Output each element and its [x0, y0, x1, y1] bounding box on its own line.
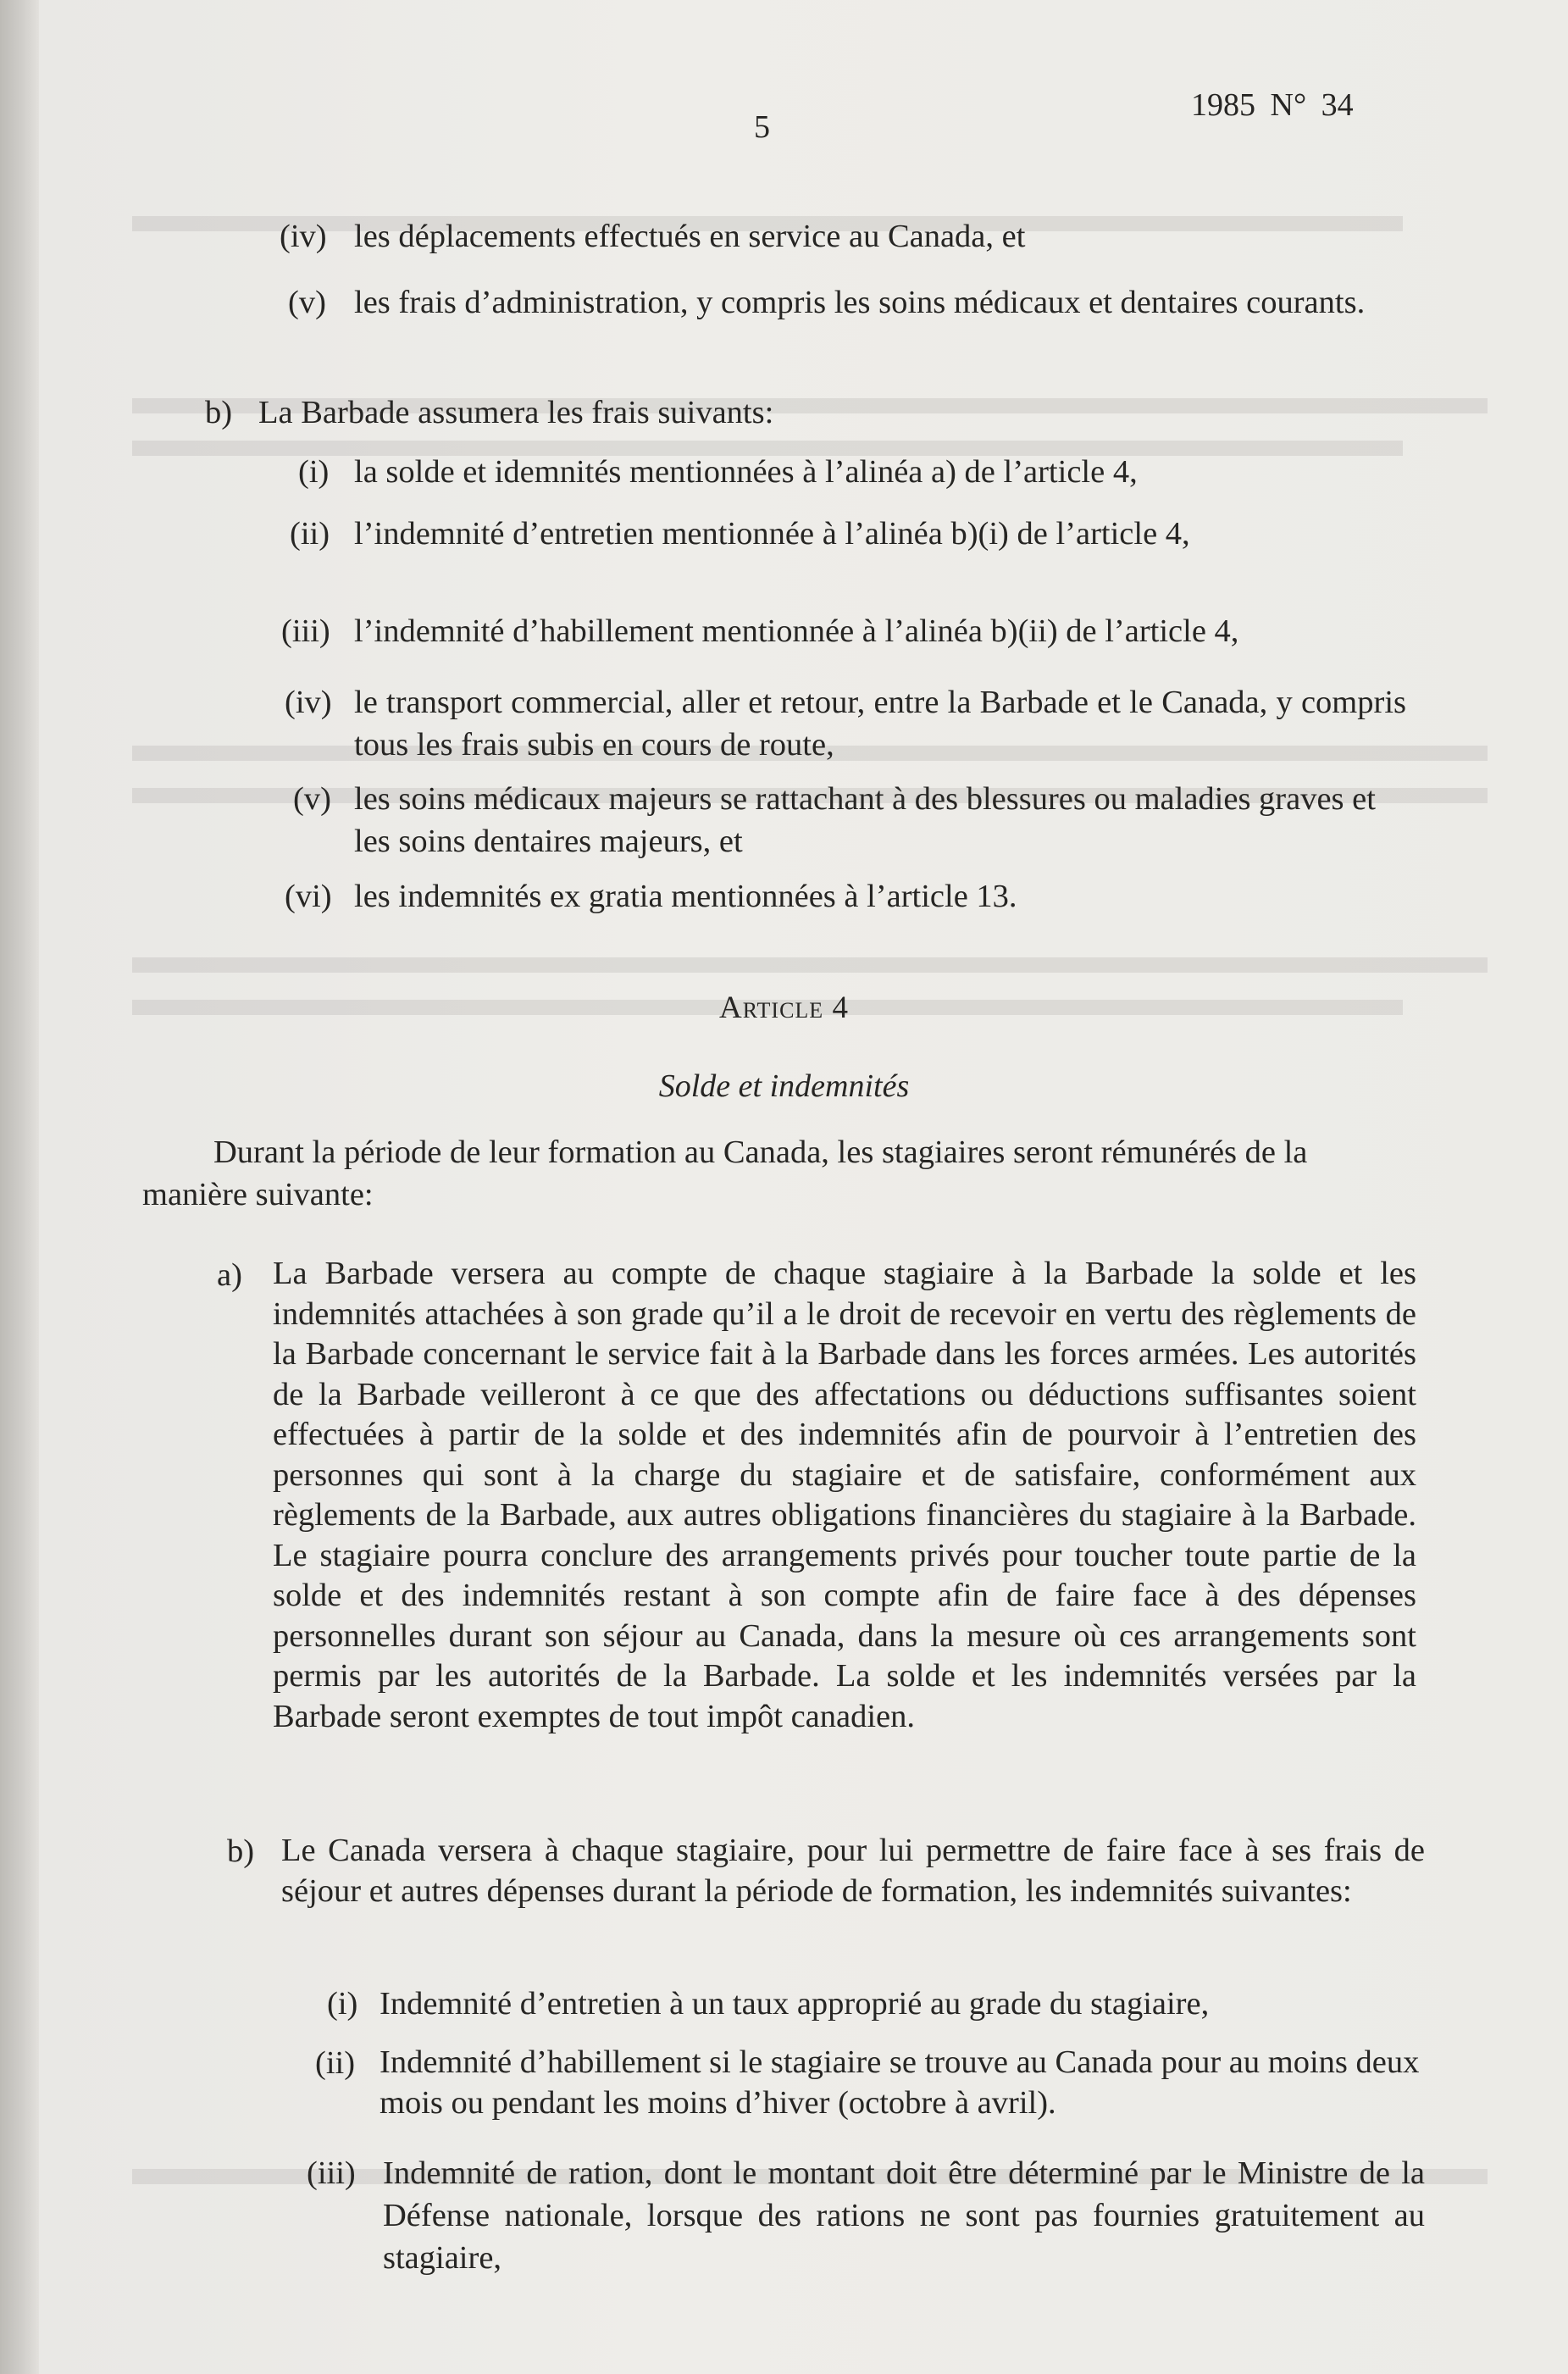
item-label: (vi) — [285, 879, 332, 914]
item-label: (i) — [327, 1986, 358, 2022]
paragraph-text: La Barbade versera au compte de chaque stagiaire à la Barbade la solde et les indemnités attachées à son grade qu’il a le droit de recevoir en vertu des règlements de la Barbade concernant le service fait à la Barbade dans les forces armées. Les autorités de la Barbade veilleront à ce que des affectations ou déductions suffisantes soient effectuées à partir de la solde et des indemnités afin de pourvoir à l’entretien des personnes qui sont à la charge du stagiaire et de satisfaire, conformément aux règlements de la Barbade, aux autres obligations financières du stagiaire à la Barbade. Le stagiaire pourra conclure des arrangements privés pour toucher toute partie de la solde et des indemnités restant à son compte afin de faire face à des dépenses personnelles durant son séjour au Canada, dans la mesure où ces arrangements sont permis par les autorités de la Barbade. La solde et les indemnités versées par la Barbade seront exemptes de tout impôt canadien. — [273, 1256, 1416, 1734]
paragraph-text: Le Canada versera à chaque stagiaire, pour lui permettre de faire face à ses frais de séjour et autres dépenses durant la période de formation, les indemnités suivantes: — [281, 1833, 1425, 1909]
item-text: le transport commercial, aller et retour, entre la Barbade et le Canada, y compris tous les frais subis en cours de route, — [354, 685, 1406, 763]
item-text: Indemnité de ration, dont le montant doit être déterminé par le Ministre de la Défense nationale, lorsque des rations ne sont pas fournies gratuitement au stagiaire, — [383, 2155, 1425, 2276]
item-label: (iv) — [285, 685, 332, 720]
page-number: 5 — [754, 109, 770, 145]
item-text: la solde et idemnités mentionnées à l’alinéa a) de l’article 4, — [354, 454, 1138, 490]
item-label: (iv) — [280, 219, 327, 254]
article-intro-text: Durant la période de leur formation au Canada, les stagiaires seront rémunérés de la manière suivante: — [142, 1134, 1308, 1212]
section-label: b) — [205, 395, 233, 430]
item-text: l’indemnité d’habillement mentionnée à l’alinéa b)(ii) de l’article 4, — [354, 613, 1239, 649]
article-heading — [0, 990, 1568, 1026]
item-label: (ii) — [315, 2045, 356, 2081]
item-label: (i) — [298, 454, 330, 490]
document-reference: 1985 N° 34 — [1191, 87, 1354, 123]
item-label: (v) — [288, 285, 326, 320]
item-label: (v) — [293, 781, 331, 817]
section-intro: La Barbade assumera les frais suivants: — [258, 395, 774, 430]
paragraph-label: a) — [217, 1257, 242, 1293]
item-text: Indemnité d’habillement si le stagiaire se trouve au Canada pour au moins deux mois ou pendant les moins d’hiver (octobre à avril). — [380, 2044, 1420, 2121]
item-text: l’indemnité d’entretien mentionnée à l’alinéa b)(i) de l’article 4, — [354, 516, 1190, 552]
item-label: (iii) — [307, 2155, 356, 2191]
item-text: les déplacements effectués en service au Canada, et — [354, 219, 1026, 254]
item-text: les indemnités ex gratia mentionnées à l’article 13. — [354, 879, 1017, 914]
item-label: (ii) — [290, 516, 330, 552]
article-subheading: Solde et indemnités — [658, 1068, 910, 1104]
paragraph-label: b) — [227, 1833, 255, 1869]
item-text: Indemnité d’entretien à un taux approprié au grade du stagiaire, — [380, 1986, 1210, 2022]
item-label: (iii) — [281, 613, 330, 649]
item-text: les soins médicaux majeurs se rattachant à des blessures ou maladies graves et les soins dentaires majeurs, et — [354, 781, 1376, 859]
article-heading-text: Article 4 — [719, 990, 849, 1025]
item-text: les frais d’administration, y compris les soins médicaux et dentaires courants. — [354, 285, 1366, 320]
